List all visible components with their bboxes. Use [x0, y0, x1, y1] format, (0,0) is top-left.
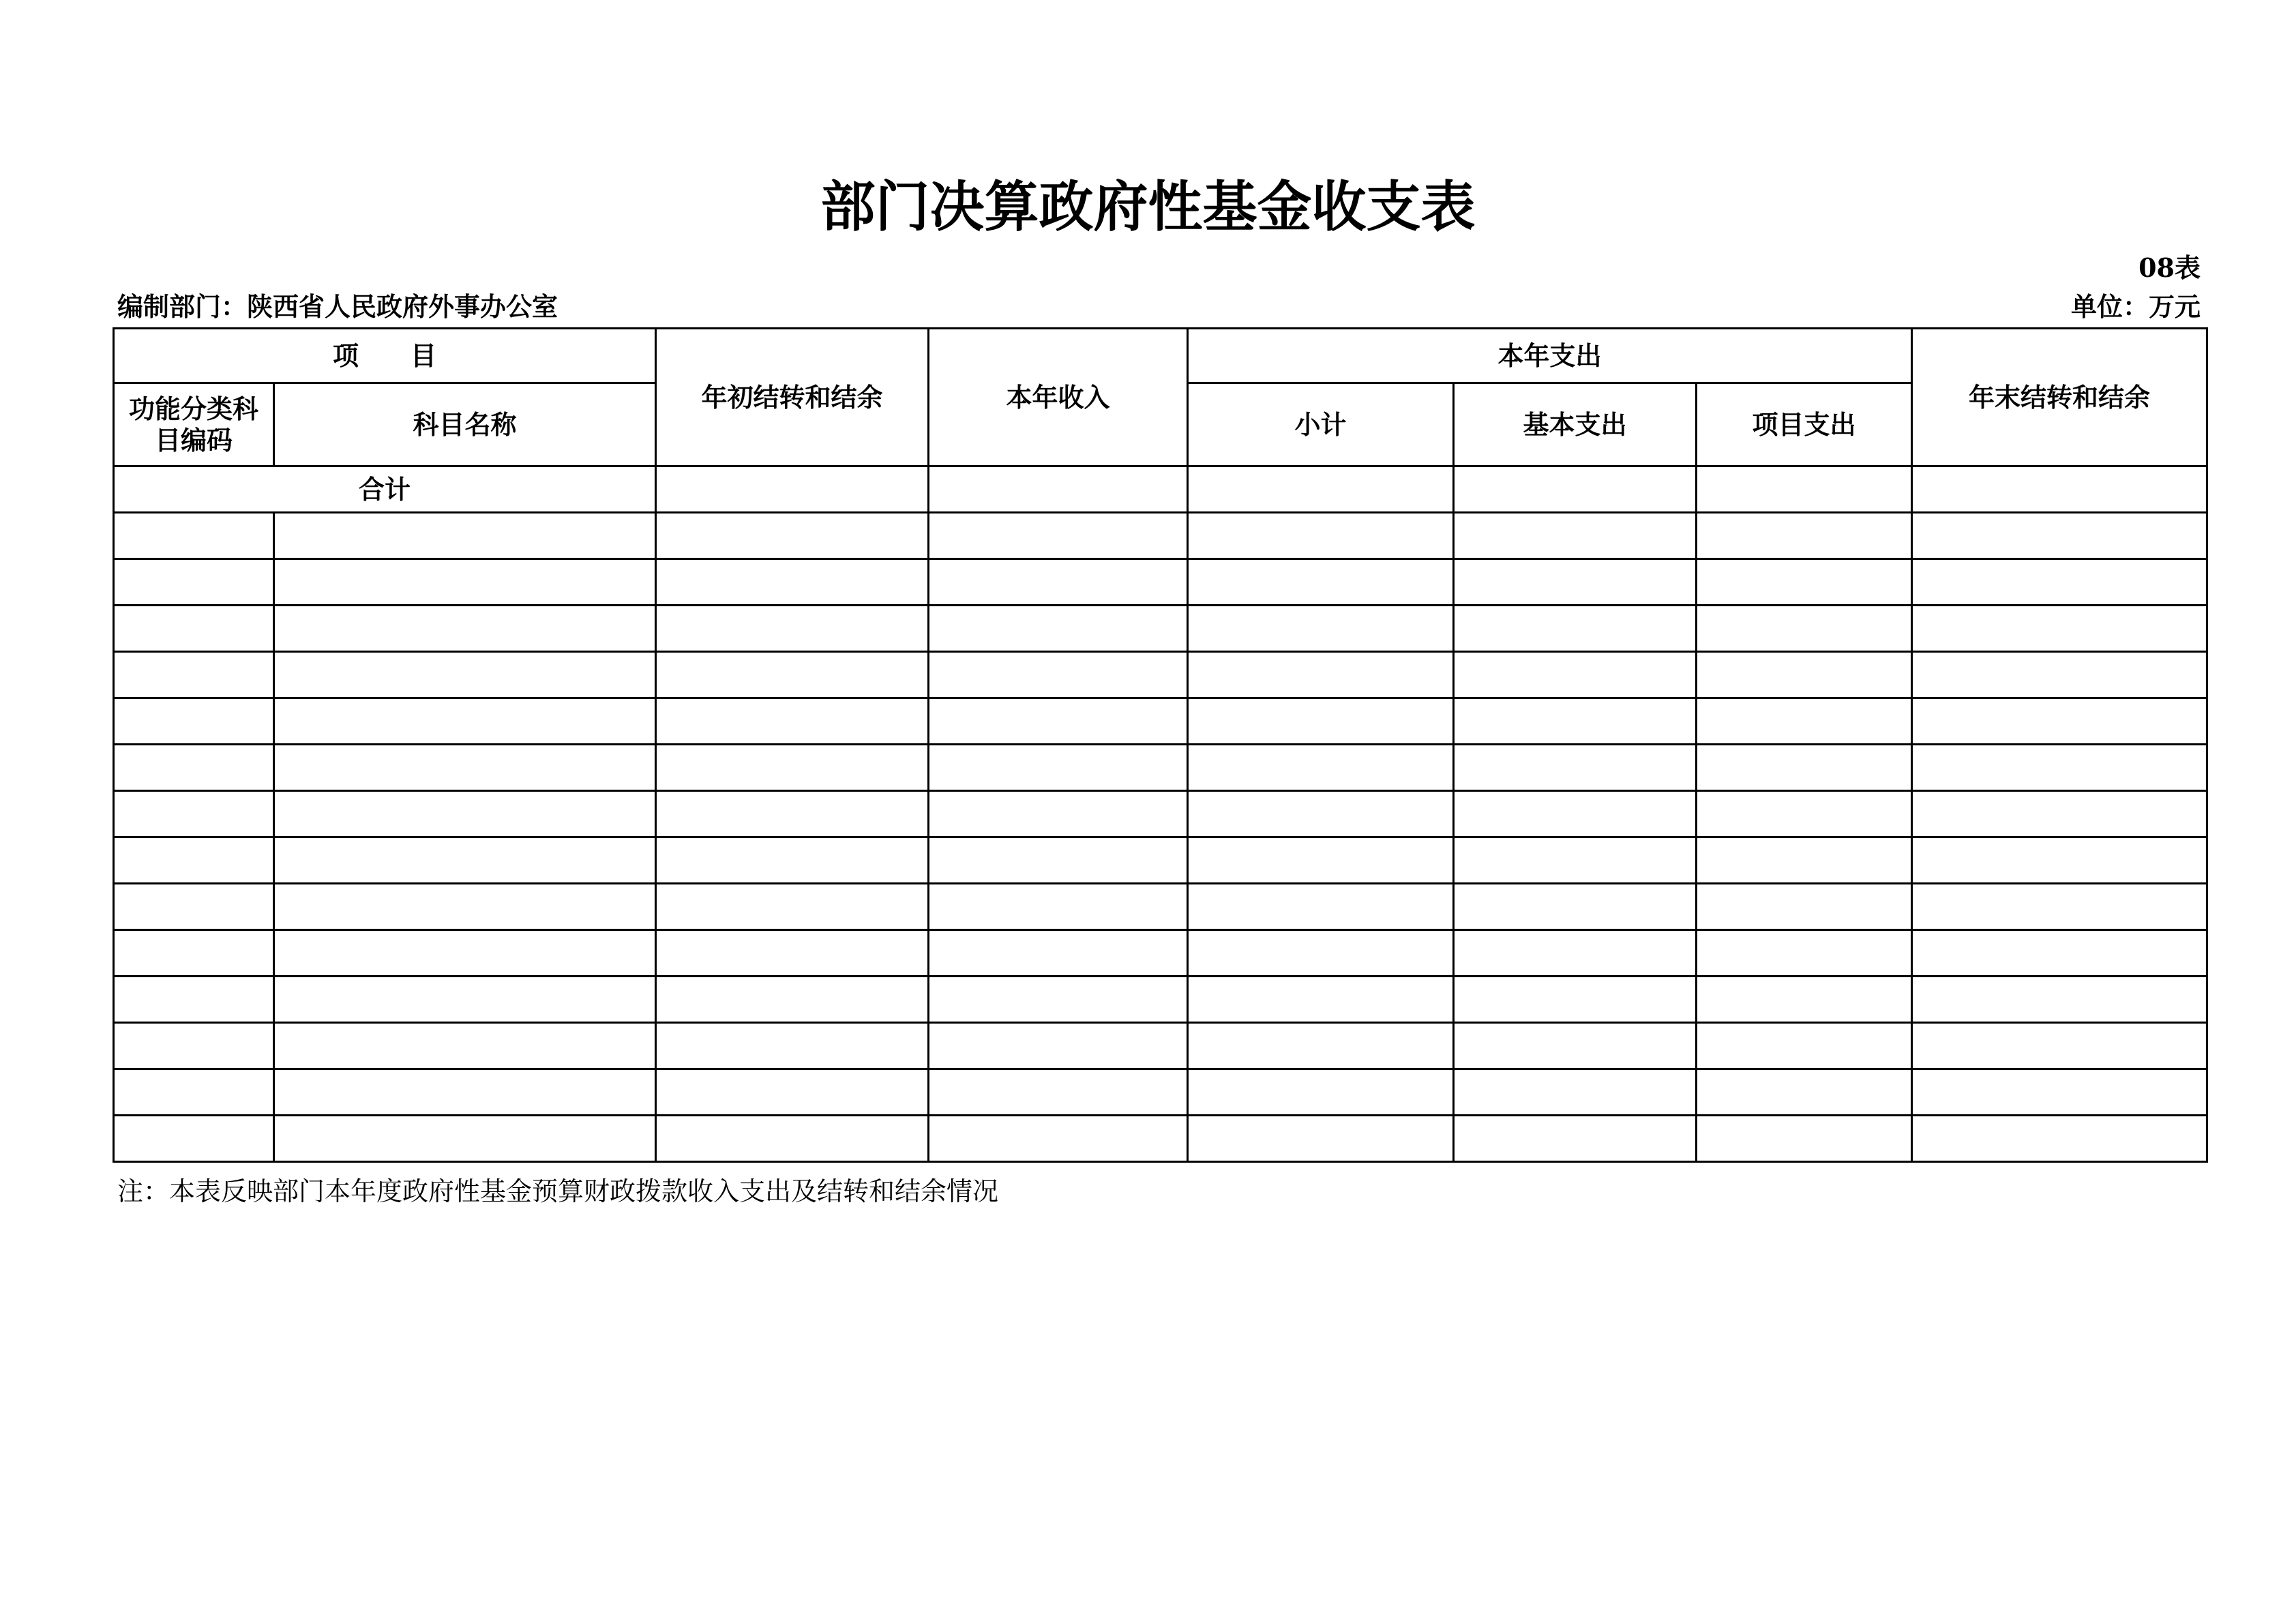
- total-cell: [1188, 466, 1454, 513]
- table-cell: [1697, 837, 1912, 884]
- table-cell: [114, 1069, 274, 1116]
- table-row: [114, 606, 2207, 652]
- table-cell: [929, 1116, 1188, 1162]
- table-row: [114, 698, 2207, 745]
- table-cell: [1454, 884, 1697, 930]
- table-cell: [1454, 1069, 1697, 1116]
- header-subtotal: 小计: [1188, 383, 1454, 466]
- header-name: 科目名称: [274, 383, 656, 466]
- table-cell: [929, 513, 1188, 559]
- table-cell: [274, 513, 656, 559]
- table-row: [114, 1069, 2207, 1116]
- table-cell: [114, 977, 274, 1023]
- table-cell: [656, 837, 929, 884]
- table-cell: [1697, 745, 1912, 791]
- table-cell: [1454, 698, 1697, 745]
- total-label: 合计: [114, 466, 656, 513]
- header-project-expense: 项目支出: [1697, 383, 1912, 466]
- table-cell: [1188, 1069, 1454, 1116]
- table-cell: [1697, 1116, 1912, 1162]
- table-cell: [1188, 884, 1454, 930]
- table-row: [114, 884, 2207, 930]
- table-row: [114, 652, 2207, 698]
- table-row: [114, 513, 2207, 559]
- table-cell: [1912, 791, 2207, 837]
- table-cell: [656, 698, 929, 745]
- table-cell: [929, 884, 1188, 930]
- table-row: [114, 791, 2207, 837]
- table-cell: [1912, 606, 2207, 652]
- table-cell: [114, 930, 274, 977]
- table-cell: [1697, 791, 1912, 837]
- table-cell: [1454, 606, 1697, 652]
- table-cell: [1912, 884, 2207, 930]
- table-cell: [274, 977, 656, 1023]
- table-cell: [1912, 1069, 2207, 1116]
- table-cell: [929, 745, 1188, 791]
- header-expense: 本年支出: [1188, 329, 1912, 383]
- table-row: [114, 930, 2207, 977]
- header-code: 功能分类科目编码: [114, 383, 274, 466]
- table-cell: [274, 930, 656, 977]
- table-cell: [114, 745, 274, 791]
- table-cell: [114, 513, 274, 559]
- table-cell: [1188, 930, 1454, 977]
- table-cell: [929, 1069, 1188, 1116]
- table-cell: [274, 791, 656, 837]
- table-cell: [929, 559, 1188, 606]
- table-cell: [1912, 1023, 2207, 1069]
- header-begin-balance: 年初结转和结余: [656, 329, 929, 466]
- table-cell: [1454, 1116, 1697, 1162]
- table-row: [114, 745, 2207, 791]
- table-cell: [1454, 930, 1697, 977]
- table-cell: [1454, 977, 1697, 1023]
- table-cell: [1454, 837, 1697, 884]
- total-cell: [1454, 466, 1697, 513]
- table-cell: [274, 559, 656, 606]
- department-label: 编制部门：陕西省人民政府外事办公室: [117, 291, 558, 322]
- table-cell: [656, 1116, 929, 1162]
- table-cell: [114, 1116, 274, 1162]
- table-cell: [1912, 930, 2207, 977]
- table-cell: [1697, 652, 1912, 698]
- table-cell: [1697, 884, 1912, 930]
- table-cell: [1188, 698, 1454, 745]
- table-cell: [1454, 1023, 1697, 1069]
- table-cell: [1912, 513, 2207, 559]
- table-cell: [114, 791, 274, 837]
- table-row: [114, 1023, 2207, 1069]
- total-cell: [929, 466, 1188, 513]
- table-cell: [656, 606, 929, 652]
- table-cell: [656, 1069, 929, 1116]
- table-cell: [274, 745, 656, 791]
- table-cell: [1188, 837, 1454, 884]
- table-row: [114, 1116, 2207, 1162]
- header-end-balance: 年末结转和结余: [1912, 329, 2207, 466]
- table-cell: [274, 837, 656, 884]
- table-cell: [1188, 1023, 1454, 1069]
- table-cell: [929, 977, 1188, 1023]
- table-cell: [1697, 1069, 1912, 1116]
- table-cell: [274, 652, 656, 698]
- table-cell: [929, 698, 1188, 745]
- table-cell: [656, 559, 929, 606]
- table-cell: [114, 559, 274, 606]
- table-cell: [656, 791, 929, 837]
- table-cell: [1454, 652, 1697, 698]
- table-cell: [114, 652, 274, 698]
- table-cell: [929, 606, 1188, 652]
- table-cell: [1697, 930, 1912, 977]
- header-project: 项 目: [114, 329, 656, 383]
- page-title: 部门决算政府性基金收支表: [820, 175, 1476, 239]
- table-cell: [929, 652, 1188, 698]
- table-row: [114, 837, 2207, 884]
- table-cell: [1912, 1116, 2207, 1162]
- table-row: [114, 977, 2207, 1023]
- total-cell: [1912, 466, 2207, 513]
- table-cell: [274, 698, 656, 745]
- table-cell: [656, 652, 929, 698]
- table-cell: [929, 930, 1188, 977]
- table-cell: [929, 837, 1188, 884]
- table-row: [114, 559, 2207, 606]
- table-cell: [1697, 513, 1912, 559]
- table-cell: [656, 745, 929, 791]
- fund-table: [113, 327, 2208, 1163]
- table-cell: [929, 791, 1188, 837]
- table-cell: [274, 606, 656, 652]
- total-cell: [1697, 466, 1912, 513]
- table-cell: [1912, 977, 2207, 1023]
- footnote: 注：本表反映部门本年度政府性基金预算财政拨款收入支出及结转和结余情况: [117, 1176, 999, 1206]
- table-cell: [1188, 652, 1454, 698]
- table-cell: [1912, 652, 2207, 698]
- table-cell: [1454, 513, 1697, 559]
- header-income: 本年收入: [929, 329, 1188, 466]
- table-cell: [114, 698, 274, 745]
- table-cell: [656, 977, 929, 1023]
- total-cell: [656, 466, 929, 513]
- table-cell: [114, 884, 274, 930]
- table-cell: [656, 884, 929, 930]
- table-cell: [274, 1116, 656, 1162]
- unit-label: 单位：万元: [2070, 291, 2201, 322]
- table-cell: [274, 1069, 656, 1116]
- table-cell: [1188, 745, 1454, 791]
- table-cell: [656, 1023, 929, 1069]
- table-cell: [1454, 791, 1697, 837]
- form-number: 08表: [2138, 252, 2201, 283]
- table-cell: [1188, 559, 1454, 606]
- table-cell: [1912, 559, 2207, 606]
- table-cell: [114, 606, 274, 652]
- header-basic: 基本支出: [1454, 383, 1697, 466]
- table-cell: [1697, 977, 1912, 1023]
- table-cell: [1697, 698, 1912, 745]
- table-cell: [114, 1023, 274, 1069]
- table-cell: [1188, 1116, 1454, 1162]
- table-cell: [1697, 606, 1912, 652]
- table-cell: [1188, 977, 1454, 1023]
- table-cell: [1188, 513, 1454, 559]
- table-cell: [1188, 606, 1454, 652]
- table-cell: [274, 884, 656, 930]
- table-cell: [1454, 559, 1697, 606]
- table-cell: [656, 513, 929, 559]
- table-cell: [1912, 745, 2207, 791]
- table-cell: [1912, 837, 2207, 884]
- table-cell: [656, 930, 929, 977]
- table-cell: [1454, 745, 1697, 791]
- total-row: [114, 466, 2207, 513]
- table-cell: [929, 1023, 1188, 1069]
- table-cell: [1912, 698, 2207, 745]
- table-cell: [274, 1023, 656, 1069]
- table-cell: [1188, 791, 1454, 837]
- table-cell: [1697, 1023, 1912, 1069]
- table-cell: [114, 837, 274, 884]
- table-cell: [1697, 559, 1912, 606]
